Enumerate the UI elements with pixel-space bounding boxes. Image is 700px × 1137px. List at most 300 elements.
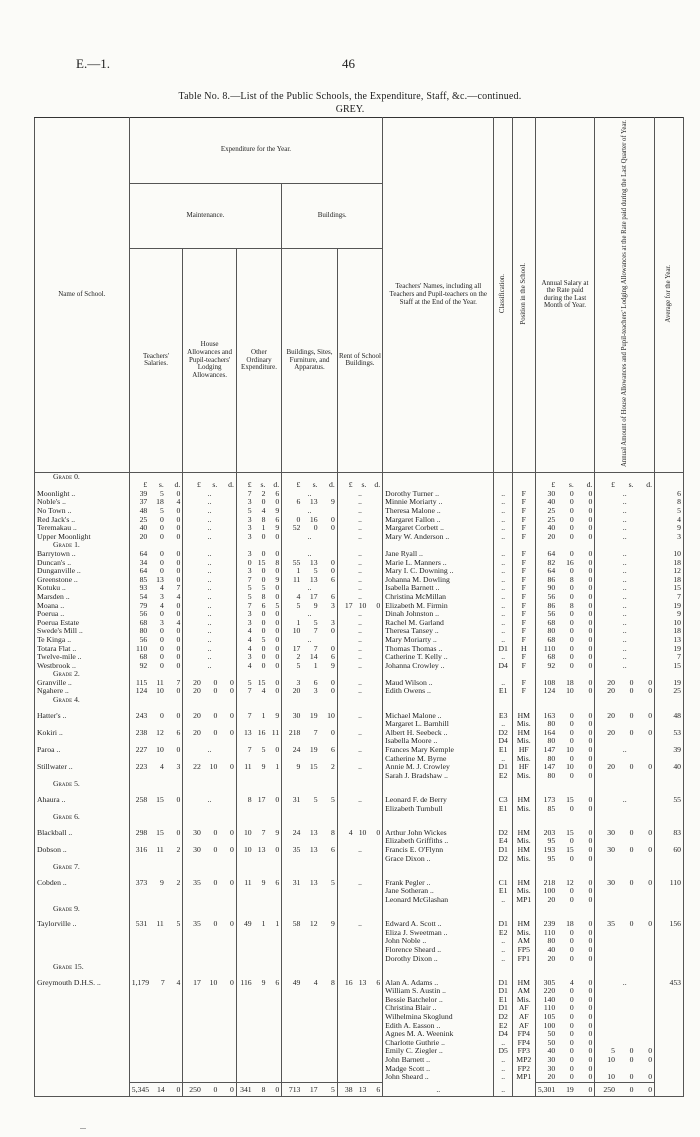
empty-cell: [512, 670, 535, 679]
classification-cell: D1: [494, 1004, 513, 1013]
annual-salary-cell: 147 10 0: [535, 763, 595, 772]
position-cell: H: [512, 645, 535, 654]
rent-cell: ..: [337, 627, 382, 636]
teacher-name: Sarah J. Bradshaw ..: [383, 772, 494, 781]
salaries-cell: 227 10 0: [129, 746, 183, 755]
empty-cell: [512, 1082, 535, 1097]
buildings-cell: 20 3 0: [282, 687, 338, 696]
average-cell: 15: [655, 662, 684, 671]
empty-cell: [129, 670, 183, 679]
classification-cell: E3: [494, 712, 513, 721]
units-cell: £ s. d.: [129, 481, 183, 490]
empty-cell: [236, 789, 281, 796]
table-row: [35, 1073, 684, 1082]
empty-cell: [512, 813, 535, 822]
col-other-expenditure: Other Ordinary Expenditure.: [236, 249, 281, 473]
average-cell: 60: [655, 846, 684, 855]
col-teachers-names: Teachers' Names, including all Teachers and Pupil-teachers on the Staff at the End of the Year.: [383, 118, 494, 473]
annual-allowance-cell: ..: [595, 746, 655, 755]
schools-table: [34, 117, 684, 1097]
annual-salary-cell: 100 0 0: [535, 1022, 595, 1031]
average-cell: [655, 896, 684, 905]
rent-cell: [337, 1004, 382, 1013]
empty-cell: [494, 670, 513, 679]
teacher-name: Johanna M. Dowling: [383, 576, 494, 585]
annual-allowance-cell: [595, 755, 655, 764]
school-name: Moana ..: [35, 602, 130, 611]
school-name: Kokiri ..: [35, 729, 130, 738]
other-expenditure-cell: [236, 805, 281, 814]
house-allowance-cell: [183, 1004, 237, 1013]
position-cell: HM: [512, 829, 535, 838]
position-cell: F: [512, 602, 535, 611]
teacher-name: Mary W. Anderson ..: [383, 533, 494, 542]
empty-cell: [129, 789, 183, 796]
empty-cell: [129, 963, 183, 972]
empty-cell: [337, 905, 382, 914]
empty-cell: [129, 905, 183, 914]
teacher-name: Margaret Fallon ..: [383, 516, 494, 525]
annual-allowance-cell: [595, 720, 655, 729]
empty-cell: [129, 863, 183, 872]
col-buildings: Buildings.: [282, 183, 383, 249]
teacher-name: Michael Malone ..: [383, 712, 494, 721]
annual-allowance-cell: ..: [595, 653, 655, 662]
average-cell: 3: [655, 533, 684, 542]
average-cell: 19: [655, 602, 684, 611]
empty-cell: [535, 972, 595, 979]
other-expenditure-cell: [236, 887, 281, 896]
school-name: Ahaura ..: [35, 796, 130, 805]
school-name: Totara Flat ..: [35, 645, 130, 654]
salaries-cell: [129, 805, 183, 814]
house-allowance-cell: 20 0 0: [183, 729, 237, 738]
school-name: [35, 1013, 130, 1022]
annual-allowance-cell: [595, 1039, 655, 1048]
buildings-cell: [282, 1039, 338, 1048]
rent-cell: [337, 937, 382, 946]
empty-cell: [383, 789, 494, 796]
rent-cell: ..: [337, 729, 382, 738]
units-cell: £ s. d.: [337, 481, 382, 490]
other-expenditure-cell: 11 9 6: [236, 879, 281, 888]
table-row: [35, 576, 684, 585]
classification-cell: D2: [494, 729, 513, 738]
school-name: [35, 955, 130, 964]
annual-allowance-cell: 20 0 0: [595, 712, 655, 721]
buildings-cell: 24 19 6: [282, 746, 338, 755]
annual-salary-cell: 80 0 0: [535, 737, 595, 746]
school-name: Granville ..: [35, 679, 130, 688]
house-allowance-cell: [183, 1065, 237, 1074]
classification-cell: E2: [494, 772, 513, 781]
school-name: Upper Moonlight: [35, 533, 130, 542]
teacher-name: John Sheard ..: [383, 1073, 494, 1082]
total-classification: ..: [494, 1082, 513, 1097]
annual-allowance-cell: [595, 1022, 655, 1031]
classification-cell: D2: [494, 829, 513, 838]
empty-cell: [512, 705, 535, 712]
annual-allowance-cell: ..: [595, 567, 655, 576]
position-cell: F: [512, 559, 535, 568]
salaries-cell: [129, 1065, 183, 1074]
average-cell: 19: [655, 679, 684, 688]
school-name: Dunganville ..: [35, 567, 130, 576]
classification-cell: E1: [494, 746, 513, 755]
annual-allowance-cell: 10 0 0: [595, 1073, 655, 1082]
salaries-cell: [129, 837, 183, 846]
empty-cell: [655, 705, 684, 712]
annual-allowance-cell: ..: [595, 593, 655, 602]
empty-cell: [35, 913, 130, 920]
empty-cell: [129, 472, 183, 481]
position-cell: F: [512, 584, 535, 593]
buildings-cell: [282, 929, 338, 938]
other-expenditure-cell: [236, 1073, 281, 1082]
classification-cell: E1: [494, 996, 513, 1005]
empty-cell: [595, 863, 655, 872]
house-allowance-cell: [183, 887, 237, 896]
house-allowance-cell: 20 0 0: [183, 679, 237, 688]
empty-cell: [337, 822, 382, 829]
school-name: Moonlight ..: [35, 490, 130, 499]
annual-allowance-cell: ..: [595, 645, 655, 654]
position-cell: HF: [512, 763, 535, 772]
classification-cell: ..: [494, 576, 513, 585]
position-cell: Mis.: [512, 720, 535, 729]
salaries-cell: 37 18 4: [129, 498, 183, 507]
annual-allowance-cell: [595, 737, 655, 746]
empty-cell: [655, 913, 684, 920]
teacher-name: Arthur John Wickes: [383, 829, 494, 838]
average-cell: [655, 737, 684, 746]
house-allowance-cell: [183, 987, 237, 996]
average-cell: [655, 837, 684, 846]
annual-salary-cell: 80 0 0: [535, 772, 595, 781]
school-name: [35, 896, 130, 905]
rent-cell: ..: [337, 920, 382, 929]
buildings-cell: [282, 1065, 338, 1074]
col-house-allowances: House Allowances and Pupil-teachers' Lodging Allowances.: [183, 249, 237, 473]
classification-cell: ..: [494, 946, 513, 955]
position-cell: FP4: [512, 1030, 535, 1039]
house-allowance-cell: [183, 1030, 237, 1039]
total-other-expenditure: 341 8 0: [236, 1082, 281, 1097]
empty-cell: [183, 905, 237, 914]
position-cell: F: [512, 533, 535, 542]
empty-cell: [35, 789, 130, 796]
salaries-cell: 238 12 6: [129, 729, 183, 738]
annual-salary-cell: 68 0 0: [535, 636, 595, 645]
rent-cell: ..: [337, 533, 382, 542]
house-allowance-cell: ..: [183, 490, 237, 499]
empty-cell: [494, 913, 513, 920]
table-row: [35, 755, 684, 764]
average-cell: 39: [655, 746, 684, 755]
buildings-cell: [282, 1022, 338, 1031]
total-house-allowances: 250 0 0: [183, 1082, 237, 1097]
empty-cell: [595, 905, 655, 914]
school-name: [35, 720, 130, 729]
empty-cell: [595, 541, 655, 550]
school-name: Westbrook ..: [35, 662, 130, 671]
other-expenditure-cell: 5 15 0: [236, 679, 281, 688]
average-cell: [655, 1039, 684, 1048]
empty-cell: [535, 670, 595, 679]
school-name: [35, 1022, 130, 1031]
empty-cell: [35, 705, 130, 712]
empty-cell: [512, 541, 535, 550]
teacher-name: Alan A. Adams ..: [383, 979, 494, 988]
annual-allowance-cell: ..: [595, 524, 655, 533]
annual-allowance-cell: 20 0 0: [595, 729, 655, 738]
buildings-cell: 4 17 6: [282, 593, 338, 602]
classification-cell: D4: [494, 1030, 513, 1039]
empty-cell: [129, 913, 183, 920]
position-cell: Mis.: [512, 996, 535, 1005]
annual-salary-cell: 140 0 0: [535, 996, 595, 1005]
empty-cell: [337, 541, 382, 550]
teacher-name: Theresa Malone ..: [383, 507, 494, 516]
buildings-cell: [282, 772, 338, 781]
teacher-name: Leonard McGlashan: [383, 896, 494, 905]
empty-cell: [383, 863, 494, 872]
empty-cell: [383, 913, 494, 920]
table-row: [35, 516, 684, 525]
annual-salary-cell: 50 0 0: [535, 1030, 595, 1039]
school-name: Paroa ..: [35, 746, 130, 755]
buildings-cell: ..: [282, 507, 338, 516]
annual-allowance-cell: 30 0 0: [595, 829, 655, 838]
buildings-cell: 55 13 0: [282, 559, 338, 568]
annual-salary-cell: 68 0 0: [535, 619, 595, 628]
school-name: Greenstone ..: [35, 576, 130, 585]
other-expenditure-cell: 7 5 0: [236, 746, 281, 755]
annual-allowance-cell: [595, 987, 655, 996]
annual-salary-cell: 124 10 0: [535, 687, 595, 696]
position-cell: F: [512, 687, 535, 696]
annual-allowance-cell: 20 0 0: [595, 687, 655, 696]
house-allowance-cell: ..: [183, 559, 237, 568]
house-allowance-cell: [183, 896, 237, 905]
position-cell: F: [512, 524, 535, 533]
buildings-cell: ..: [282, 584, 338, 593]
empty-cell: [655, 972, 684, 979]
classification-cell: D4: [494, 662, 513, 671]
classification-cell: ..: [494, 533, 513, 542]
average-cell: 40: [655, 763, 684, 772]
annual-salary-cell: 105 0 0: [535, 1013, 595, 1022]
table-row: [35, 946, 684, 955]
empty-cell: [535, 905, 595, 914]
rent-cell: [337, 755, 382, 764]
teacher-name: Madge Scott ..: [383, 1065, 494, 1074]
grade-row: [35, 963, 684, 972]
average-cell: 19: [655, 645, 684, 654]
buildings-cell: 6 13 9: [282, 498, 338, 507]
position-cell: F: [512, 516, 535, 525]
classification-cell: ..: [494, 937, 513, 946]
table-row: [35, 1065, 684, 1074]
teacher-name: Albert H. Seebeck ..: [383, 729, 494, 738]
position-cell: F: [512, 653, 535, 662]
house-allowance-cell: ..: [183, 498, 237, 507]
annual-allowance-cell: 30 0 0: [595, 846, 655, 855]
annual-allowance-cell: ..: [595, 490, 655, 499]
position-cell: F: [512, 610, 535, 619]
teacher-name: Annie M. J. Crowley: [383, 763, 494, 772]
empty-cell: [655, 670, 684, 679]
average-cell: 15: [655, 584, 684, 593]
house-allowance-cell: [183, 837, 237, 846]
rent-cell: ..: [337, 796, 382, 805]
classification-cell: D2: [494, 855, 513, 864]
other-expenditure-cell: 13 16 11: [236, 729, 281, 738]
empty-cell: [383, 481, 494, 490]
house-allowance-cell: ..: [183, 653, 237, 662]
house-allowance-cell: [183, 1073, 237, 1082]
teacher-name: Florence Sheard ..: [383, 946, 494, 955]
school-name: Blackball ..: [35, 829, 130, 838]
rent-cell: [337, 1022, 382, 1031]
table-row: [35, 955, 684, 964]
empty-cell: [129, 696, 183, 705]
table-row: [35, 619, 684, 628]
teacher-name: Elizabeth Griffiths ..: [383, 837, 494, 846]
house-allowance-cell: ..: [183, 602, 237, 611]
annual-allowance-cell: [595, 837, 655, 846]
position-cell: Mis.: [512, 805, 535, 814]
position-cell: F: [512, 576, 535, 585]
buildings-cell: [282, 955, 338, 964]
position-cell: MP1: [512, 896, 535, 905]
grade-row: [35, 813, 684, 822]
house-allowance-cell: ..: [183, 636, 237, 645]
table-row: [35, 636, 684, 645]
buildings-cell: [282, 996, 338, 1005]
annual-allowance-cell: [595, 1004, 655, 1013]
salaries-cell: [129, 946, 183, 955]
table-row: [35, 1056, 684, 1065]
rent-cell: ..: [337, 559, 382, 568]
classification-cell: C3: [494, 796, 513, 805]
salaries-cell: [129, 720, 183, 729]
other-expenditure-cell: [236, 896, 281, 905]
teacher-name: Edward A. Scott ..: [383, 920, 494, 929]
empty-cell: [236, 541, 281, 550]
buildings-cell: [282, 1047, 338, 1056]
empty-cell: [535, 705, 595, 712]
empty-cell: [494, 872, 513, 879]
grade-label: Grade 5.: [35, 780, 130, 789]
empty-cell: [282, 541, 338, 550]
buildings-cell: [282, 837, 338, 846]
annual-salary-cell: 305 4 0: [535, 979, 595, 988]
rent-cell: [337, 1065, 382, 1074]
empty-cell: [282, 822, 338, 829]
table-row: [35, 567, 684, 576]
rent-cell: ..: [337, 593, 382, 602]
col-buildings-sites: Buildings, Sites, Furniture, and Apparatus.: [282, 249, 338, 473]
classification-cell: ..: [494, 896, 513, 905]
school-name: Stillwater ..: [35, 763, 130, 772]
empty-cell: [337, 913, 382, 920]
salaries-cell: 531 11 5: [129, 920, 183, 929]
classification-cell: ..: [494, 755, 513, 764]
annual-allowance-cell: [595, 896, 655, 905]
annual-salary-cell: 220 0 0: [535, 987, 595, 996]
empty-cell: [236, 813, 281, 822]
position-cell: HM: [512, 979, 535, 988]
classification-cell: ..: [494, 653, 513, 662]
other-expenditure-cell: 3 0 0: [236, 550, 281, 559]
classification-cell: D2: [494, 1013, 513, 1022]
house-allowance-cell: ..: [183, 516, 237, 525]
teacher-name: Catherine M. Byrne: [383, 755, 494, 764]
classification-cell: ..: [494, 679, 513, 688]
rent-cell: [337, 929, 382, 938]
empty-cell: [35, 822, 130, 829]
empty-cell: [383, 963, 494, 972]
average-cell: 110: [655, 879, 684, 888]
average-cell: 10: [655, 619, 684, 628]
school-name: Swede's Mill ..: [35, 627, 130, 636]
average-cell: 5: [655, 507, 684, 516]
empty-cell: [655, 813, 684, 822]
rent-cell: [337, 1030, 382, 1039]
position-cell: F: [512, 636, 535, 645]
other-expenditure-cell: [236, 1030, 281, 1039]
school-name: Dobson ..: [35, 846, 130, 855]
buildings-cell: 11 13 6: [282, 576, 338, 585]
empty-cell: [383, 541, 494, 550]
empty-cell: [282, 696, 338, 705]
empty-cell: [236, 905, 281, 914]
rent-cell: ..: [337, 567, 382, 576]
table-row: [35, 879, 684, 888]
empty-cell: [282, 863, 338, 872]
rent-cell: ..: [337, 662, 382, 671]
table-caption: Table No. 8.—List of the Public Schools, the Expenditure, Staff, &c.—continued.: [178, 91, 522, 102]
other-expenditure-cell: 7 6 5: [236, 602, 281, 611]
empty-cell: [383, 780, 494, 789]
salaries-cell: 54 3 4: [129, 593, 183, 602]
buildings-cell: [282, 720, 338, 729]
house-allowance-cell: [183, 1039, 237, 1048]
average-cell: 8: [655, 498, 684, 507]
other-expenditure-cell: [236, 996, 281, 1005]
empty-cell: [129, 780, 183, 789]
other-expenditure-cell: 5 5 0: [236, 584, 281, 593]
other-expenditure-cell: 0 15 8: [236, 559, 281, 568]
col-classification: Classification.: [494, 118, 513, 473]
empty-cell: [535, 780, 595, 789]
buildings-cell: [282, 946, 338, 955]
average-cell: [655, 805, 684, 814]
average-cell: 156: [655, 920, 684, 929]
spacer-row: [35, 972, 684, 979]
other-expenditure-cell: 3 0 0: [236, 498, 281, 507]
buildings-cell: [282, 805, 338, 814]
rent-cell: 17 10 0: [337, 602, 382, 611]
other-expenditure-cell: 8 17 0: [236, 796, 281, 805]
total-rent: 38 13 6: [337, 1082, 382, 1097]
average-cell: [655, 1013, 684, 1022]
salaries-cell: 25 0 0: [129, 516, 183, 525]
table-row: [35, 896, 684, 905]
units-cell: £ s. d.: [183, 481, 237, 490]
position-cell: F: [512, 567, 535, 576]
